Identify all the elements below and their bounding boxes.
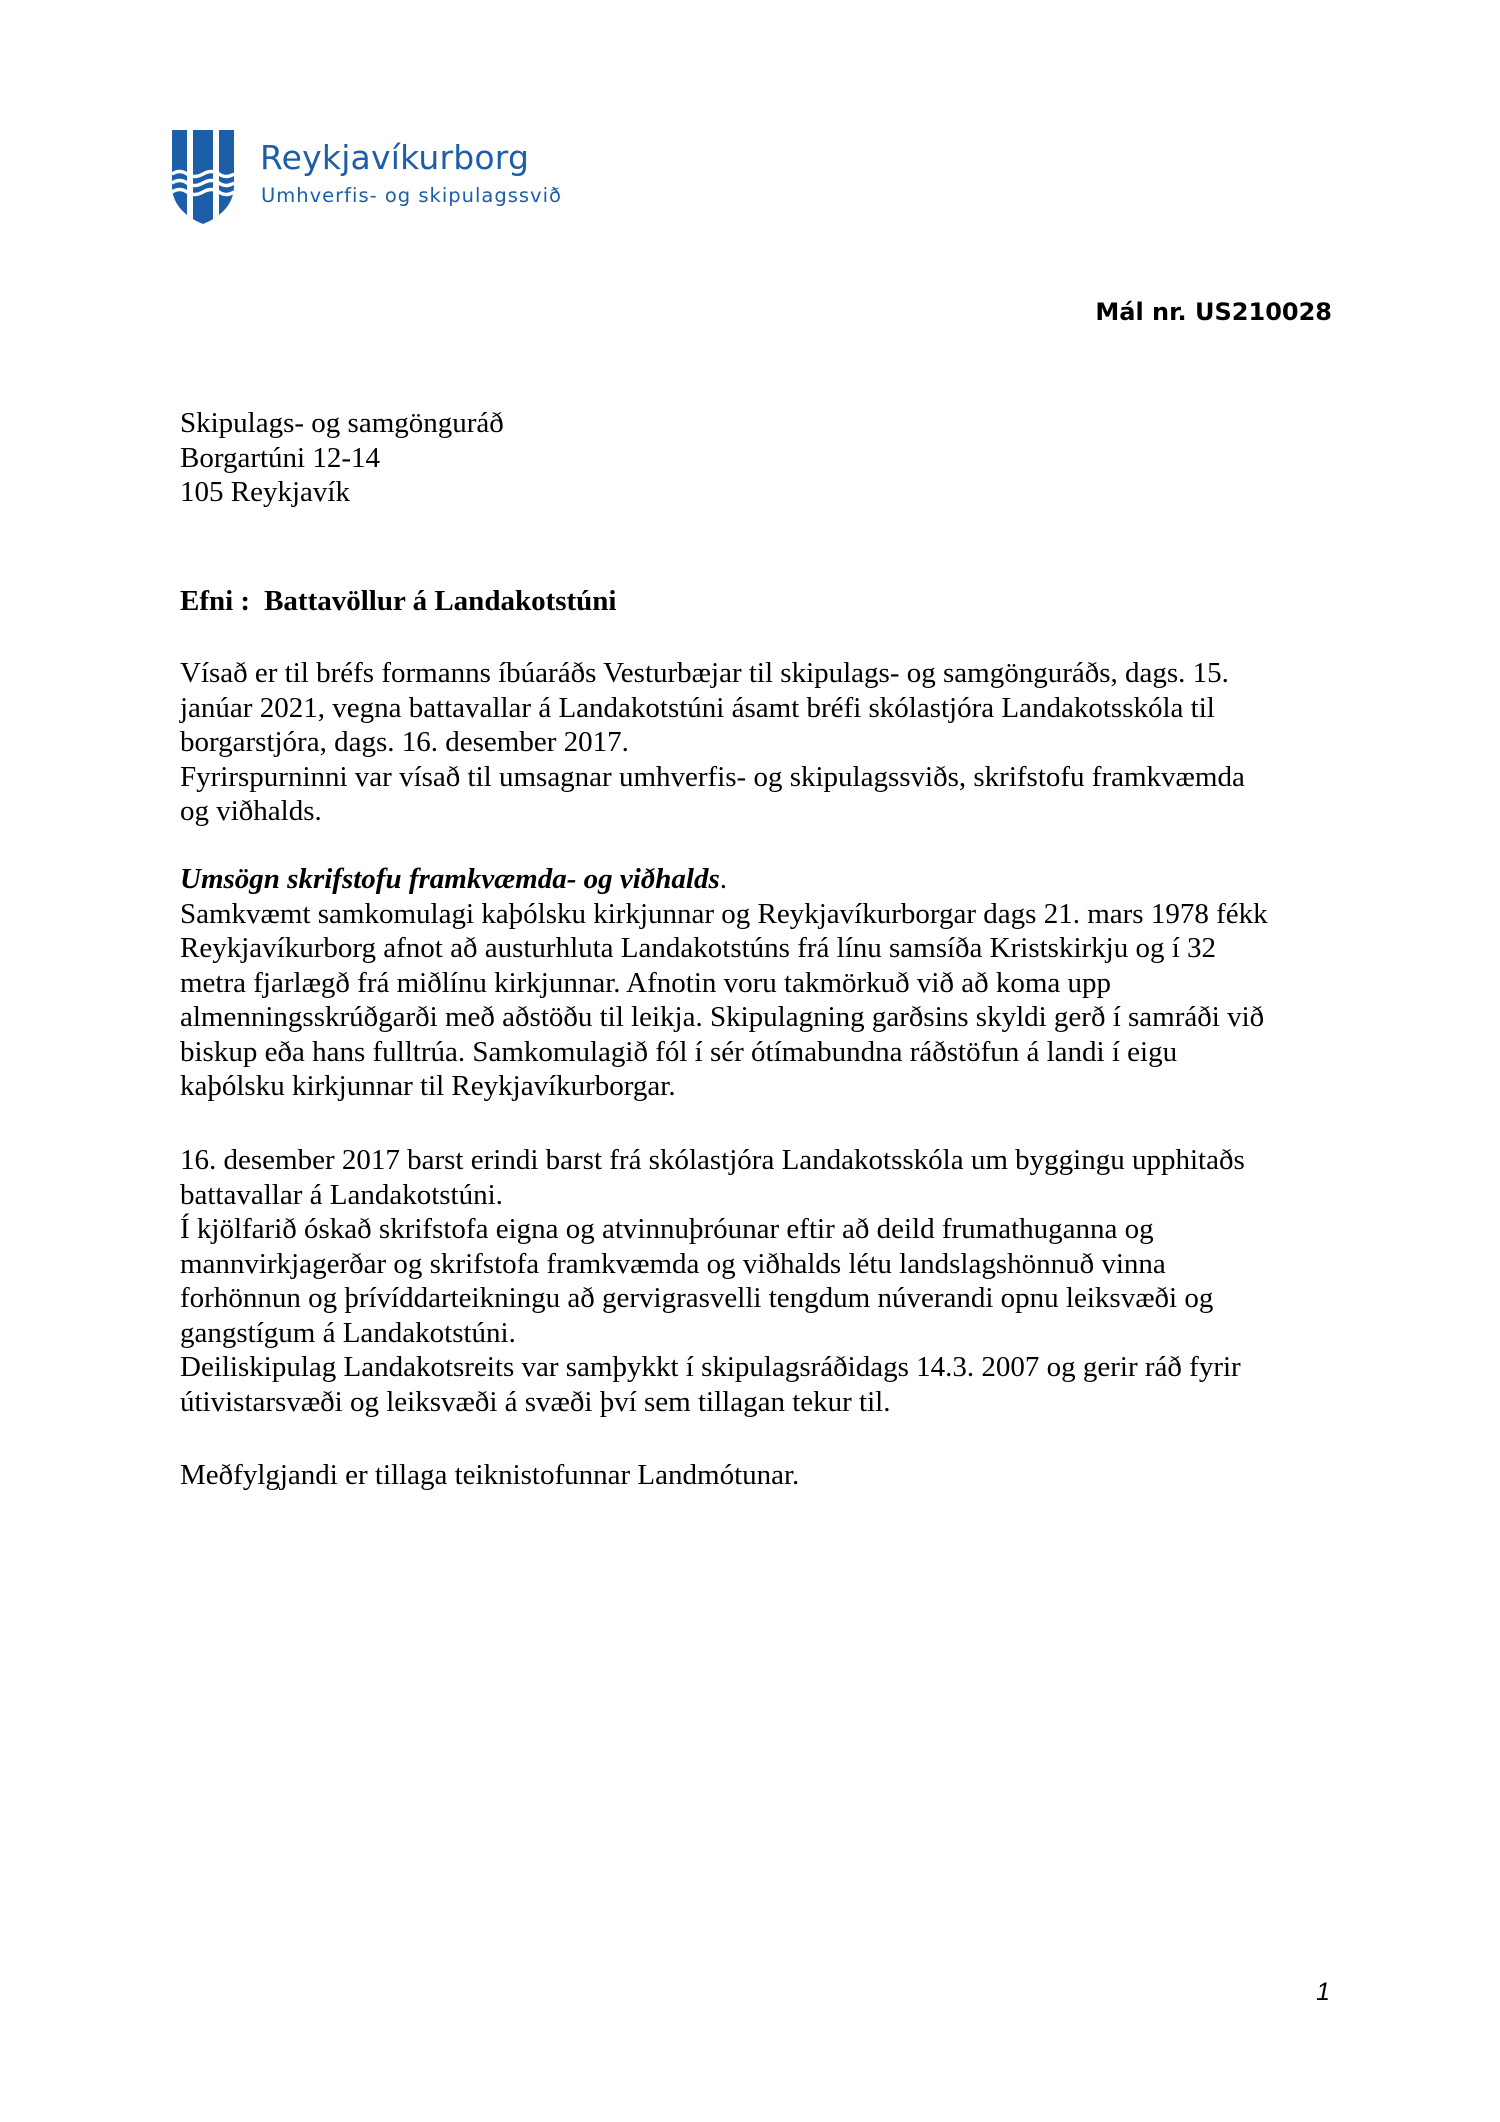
paragraph-line: kaþólsku kirkjunnar til Reykjavíkurborgar. [180, 1070, 676, 1102]
paragraph-line: Deiliskipulag Landakotsreits var samþykkt í skipulagsráðidags 14.3. 2007 og gerir ráð fyrir [180, 1351, 1241, 1383]
section-heading [180, 862, 1330, 897]
addressee-block [180, 406, 504, 510]
paragraph-line: borgarstjóra, dags. 16. desember 2017. [180, 726, 629, 758]
addressee-city: 105 Reykjavík [180, 476, 350, 508]
subject-line [180, 584, 616, 619]
paragraph-line: Fyrirspurninni var vísað til umsagnar umhverfis- og skipulagssviðs, skrifstofu framkvæmda [180, 760, 1245, 793]
section-heading-text: Umsögn skrifstofu framkvæmda- og viðhalds [180, 863, 720, 895]
paragraph-line: biskup eða hans fulltrúa. Samkomulagið fól í sér ótímabundna ráðstöfun á landi í eigu [180, 1035, 1178, 1068]
page-number: 1 [1316, 1978, 1330, 2006]
organization-name: Reykjavíkurborg [260, 138, 530, 177]
paragraph-line: forhönnun og þrívíddarteikningu að gervigrasvelli tengdum núverandi opnu leiksvæði og [180, 1282, 1214, 1314]
paragraph-line: Samkvæmt samkomulagi kaþólsku kirkjunnar og Reykjavíkurborgar dags 21. mars 1978 fékk [180, 897, 1268, 930]
paragraph-line: útivistarsvæði og leiksvæði á svæði því sem tillagan tekur til. [180, 1385, 891, 1418]
subject-title: Battavöllur á Landakotstúni [264, 585, 617, 617]
paragraph-1 [180, 656, 1330, 829]
paragraph-2 [180, 862, 1330, 1104]
paragraph-4 [180, 1458, 1330, 1493]
letterhead-logo [170, 128, 590, 228]
paragraph-line: og viðhalds. [180, 795, 322, 827]
section-heading-period: . [719, 863, 728, 895]
subject-label: Efni : [180, 585, 251, 617]
paragraph-3 [180, 1143, 1330, 1419]
organization-department: Umhverfis- og skipulagssvið [261, 184, 562, 207]
paragraph-line: almenningsskrúðgarði með aðstöðu til leikja. Skipulagning garðsins skyldi gerð í samráði við [180, 1001, 1265, 1033]
paragraph-line: Meðfylgjandi er tillaga teiknistofunnar Landmótunar. [180, 1459, 800, 1491]
paragraph-line: 16. desember 2017 barst erindi barst frá skólastjóra Landakotsskóla um byggingu upphitaðs [180, 1144, 1245, 1176]
paragraph-line: Vísað er til bréfs formanns íbúaráðs Vesturbæjar til skipulags- og samgönguráðs, dags. 15. [180, 657, 1229, 689]
reykjavik-coat-of-arms-icon [170, 128, 236, 226]
addressee-name: Skipulags- og samgönguráð [180, 407, 504, 439]
paragraph-line: metra fjarlægð frá miðlínu kirkjunnar. Afnotin voru takmörkuð við að koma upp [180, 966, 1112, 999]
case-number: Mál nr. US210028 [1095, 298, 1332, 326]
paragraph-line: Reykjavíkurborg afnot að austurhluta Landakotstúns frá línu samsíða Kristskirkju og í 32 [180, 932, 1217, 964]
addressee-street: Borgartúni 12-14 [180, 441, 381, 474]
paragraph-line: janúar 2021, vegna battavallar á Landakotstúni ásamt bréfi skólastjóra Landakotsskóla til [180, 691, 1215, 724]
paragraph-line: battavallar á Landakotstúni. [180, 1178, 503, 1211]
paragraph-line: Í kjölfarið óskað skrifstofa eigna og atvinnuþróunar eftir að deild frumathuganna og [180, 1213, 1154, 1245]
paragraph-line: gangstígum á Landakotstúni. [180, 1316, 516, 1349]
paragraph-line: mannvirkjagerðar og skrifstofa framkvæmda og viðhalds létu landslagshönnuð vinna [180, 1247, 1166, 1280]
